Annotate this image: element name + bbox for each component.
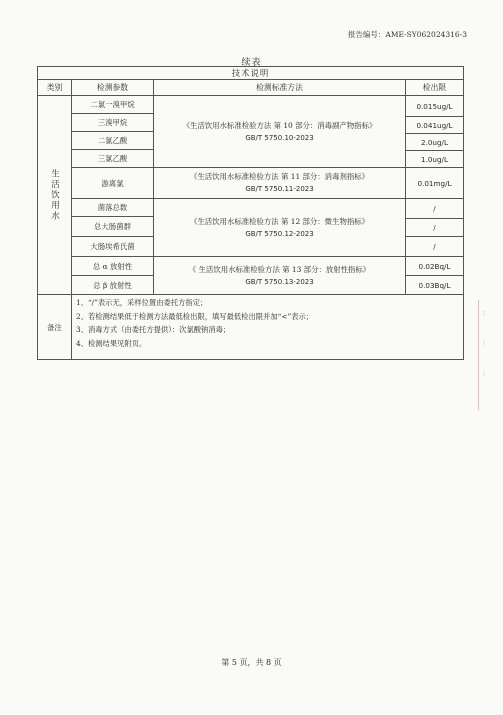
table-row-param-4: 三氯乙酸 — [72, 150, 154, 168]
table-row-param-3: 二氯乙酸 — [72, 132, 154, 150]
method-cell-1 — [154, 96, 406, 168]
table-row-param-8: 大肠埃希氏菌 — [72, 237, 154, 257]
notes-content — [72, 295, 463, 357]
note-line-2: 2、若检测结果低于检测方法最低检出限，填写最低检出限并加“<”表示； — [76, 311, 314, 321]
method-cell-4 — [154, 257, 406, 295]
page-footer: 第 5 页，共 8 页 — [221, 658, 282, 667]
limit-cell-6: / — [406, 199, 463, 219]
continued-title: 续表 — [241, 58, 262, 68]
note-line-4: 4、检测结果见附页。 — [76, 338, 147, 348]
limit-cell-5: 0.01mg/L — [406, 168, 463, 199]
notes-label: 备注 — [38, 295, 72, 359]
table-row-param-7: 总大肠菌群 — [72, 217, 154, 237]
technical-spec-table — [37, 66, 464, 360]
column-header-category: 类别 — [38, 80, 72, 96]
method-standard-1: GB/T 5750.10-2023 — [245, 133, 314, 142]
category-cell — [38, 96, 72, 295]
method-cell-3 — [154, 199, 406, 257]
report-number-label: 报告编号： — [347, 30, 386, 39]
limit-cell-3: 2.0ug/L — [406, 134, 463, 151]
method-title-1: 《生活饮用水标准检验方法 第 10 部分：消毒副产物指标》 — [182, 120, 377, 130]
stamp-mark: ⁝ — [483, 310, 486, 318]
table-row-param-10: 总 β 放射性 — [72, 276, 154, 295]
limit-cell-4: 1.0ug/L — [406, 151, 463, 168]
method-title-3: 《生活饮用水标准检验方法 第 12 部分：微生物指标》 — [189, 216, 370, 226]
table-row-param-6: 菌落总数 — [72, 199, 154, 217]
column-header-parameter: 检测参数 — [72, 80, 154, 96]
limit-cell-1: 0.015ug/L — [406, 96, 463, 117]
table-row-param-2: 三溴甲烷 — [72, 114, 154, 132]
limit-cell-10: 0.03Bq/L — [406, 276, 463, 295]
method-standard-4: GB/T 5750.13-2023 — [245, 277, 314, 286]
limit-cell-9: 0.02Bq/L — [406, 257, 463, 276]
category-label: 生活饮用水 — [49, 168, 60, 222]
column-header-method: 检测标准方法 — [154, 80, 406, 96]
limit-cell-7: / — [406, 219, 463, 237]
stamp-mark: ⁝ — [483, 340, 486, 348]
limit-cell-8: / — [406, 237, 463, 257]
seal-stamp — [478, 300, 499, 410]
table-row-param-5: 游离氯 — [72, 168, 154, 199]
note-line-3: 3、消毒方式（由委托方提供）：次氯酸钠消毒； — [76, 325, 231, 334]
method-title-4: 《 生活饮用水标准检验方法 第 13 部分：放射性指标》 — [188, 264, 371, 274]
table-title: 技术说明 — [38, 67, 463, 80]
method-standard-3: GB/T 5750.12-2023 — [245, 229, 314, 238]
stamp-mark: ⁝ — [483, 370, 486, 378]
method-cell-2 — [154, 168, 406, 199]
table-row-param-9: 总 α 放射性 — [72, 257, 154, 276]
method-title-2: 《生活饮用水标准检验方法 第 11 部分：消毒剂指标》 — [189, 172, 370, 181]
limit-cell-2: 0.041ug/L — [406, 117, 463, 134]
note-line-1: 1、“/”表示无，采样位置由委托方指定； — [76, 298, 208, 307]
report-number-value: AME-SY062024316-3 — [385, 30, 467, 39]
column-header-limit: 检出限 — [406, 80, 463, 96]
report-number — [348, 29, 467, 40]
method-standard-2: GB/T 5750.11-2023 — [245, 185, 314, 193]
table-row-param-1: 二氯一溴甲烷 — [72, 96, 154, 114]
